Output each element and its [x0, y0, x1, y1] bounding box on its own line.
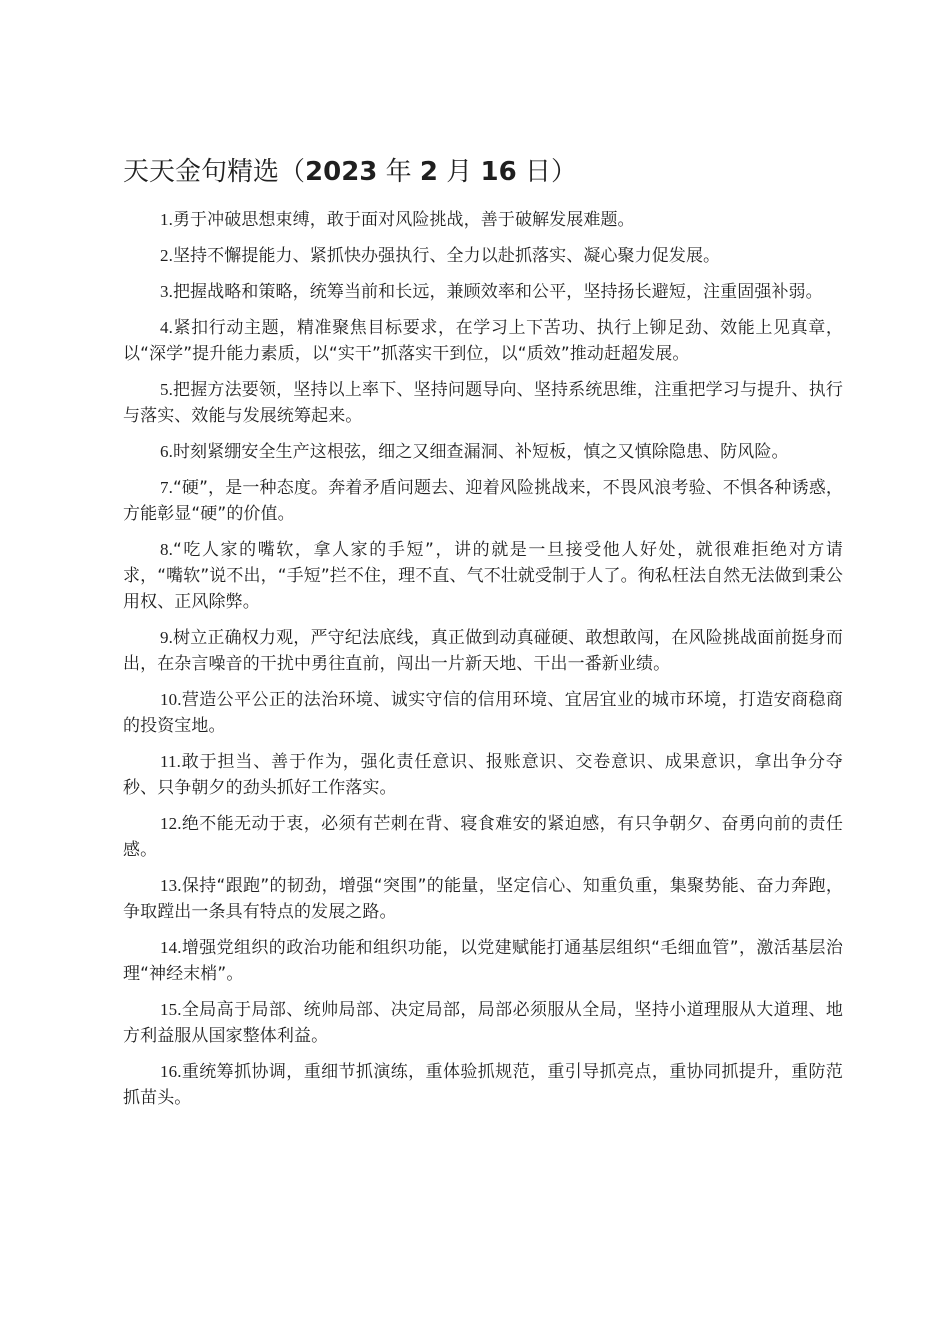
quote-list	[123, 207, 843, 1121]
quote-number: 16.	[160, 1062, 182, 1081]
quote-text: 保持“跟跑”的韧劲，增强“突围”的能量，坚定信心、知重负重，集聚势能、奋力奔跑，争取蹚出一条具有特点的发展之路。	[123, 876, 843, 922]
quote-text: “吃人家的嘴软，拿人家的手短”，讲的就是一旦接受他人好处，就很难拒绝对方请求，“嘴软”说不出，“手短”拦不住，理不直、气不壮就受制于人了。徇私枉法自然无法做到秉公用权、正风除弊。	[123, 540, 843, 612]
quote-paragraph	[123, 243, 843, 269]
quote-text: “硬”，是一种态度。奔着矛盾问题去、迎着风险挑战来，不畏风浪考验、不惧各种诱惑，方能彰显“硬”的价值。	[123, 478, 843, 524]
quote-paragraph	[123, 315, 843, 367]
quote-text: 把握方法要领，坚持以上率下、坚持问题导向、坚持系统思维，注重把学习与提升、执行与落实、效能与发展统筹起来。	[123, 380, 843, 426]
title-text: 天天金句精选（	[123, 157, 306, 187]
quote-text: 把握战略和策略，统筹当前和长远，兼顾效率和公平，坚持扬长避短，注重固强补弱。	[172, 282, 823, 302]
quote-number: 2.	[160, 246, 173, 265]
quote-text: 树立正确权力观，严守纪法底线，真正做到动真碰硬、敢想敢闯，在风险挑战面前挺身而出，在杂言噪音的干扰中勇往直前，闯出一片新天地、干出一番新业绩。	[123, 628, 843, 674]
quote-paragraph	[123, 997, 843, 1049]
quote-number: 11.	[160, 752, 181, 771]
title-month-suffix: 月	[438, 157, 481, 187]
quote-number: 10.	[160, 690, 182, 709]
quote-number: 1.	[160, 210, 173, 229]
quote-number: 4.	[160, 318, 173, 337]
quote-number: 3.	[160, 282, 173, 301]
quote-paragraph	[123, 811, 843, 863]
quote-paragraph	[123, 749, 843, 801]
quote-number: 15.	[160, 1000, 182, 1019]
quote-number: 9.	[160, 628, 173, 647]
quote-paragraph	[123, 625, 843, 677]
quote-text: 绝不能无动于衷，必须有芒刺在背、寝食难安的紧迫感，有只争朝夕、奋勇向前的责任感。	[123, 814, 843, 860]
title-year: 2023	[305, 157, 378, 187]
title-day: 16	[480, 157, 517, 187]
quote-paragraph	[123, 279, 843, 305]
quote-number: 13.	[160, 876, 182, 895]
quote-paragraph	[123, 687, 843, 739]
quote-text: 增强党组织的政治功能和组织功能，以党建赋能打通基层组织“毛细血管”，激活基层治理“神经末梢”。	[123, 938, 843, 984]
quote-text: 时刻紧绷安全生产这根弦，细之又细查漏洞、补短板，慎之又慎除隐患、防风险。	[172, 442, 789, 462]
title-day-suffix: 日）	[516, 157, 577, 187]
quote-number: 12.	[160, 814, 182, 833]
quote-text: 营造公平公正的法治环境、诚实守信的信用环境、宜居宜业的城市环境，打造安商稳商的投资宝地。	[123, 690, 843, 736]
page-title	[123, 152, 843, 192]
quote-text: 紧扣行动主题，精准聚焦目标要求，在学习上下苦功、执行上铆足劲、效能上见真章，以“深学”提升能力素质，以“实干”抓落实干到位，以“质效”推动赶超发展。	[123, 318, 843, 364]
quote-number: 7.	[160, 478, 173, 497]
quote-paragraph	[123, 377, 843, 429]
quote-text: 勇于冲破思想束缚，敢于面对风险挑战，善于破解发展难题。	[172, 210, 635, 230]
quote-paragraph	[123, 475, 843, 527]
quote-number: 5.	[160, 380, 173, 399]
quote-paragraph	[123, 935, 843, 987]
quote-number: 8.	[160, 540, 173, 559]
title-month: 2	[419, 157, 439, 187]
title-year-suffix: 年	[377, 157, 420, 187]
quote-text: 重统筹抓协调，重细节抓演练，重体验抓规范，重引导抓亮点，重协同抓提升，重防范抓苗头。	[123, 1062, 843, 1108]
quote-paragraph	[123, 873, 843, 925]
quote-paragraph	[123, 439, 843, 465]
quote-number: 14.	[160, 938, 182, 957]
quote-text: 敢于担当、善于作为，强化责任意识、报账意识、交卷意识、成果意识，拿出争分夺秒、只争朝夕的劲头抓好工作落实。	[123, 752, 843, 798]
quote-text: 全局高于局部、统帅局部、决定局部，局部必须服从全局，坚持小道理服从大道理、地方利益服从国家整体利益。	[123, 1000, 843, 1046]
quote-paragraph	[123, 1059, 843, 1111]
quote-paragraph	[123, 537, 843, 615]
quote-paragraph	[123, 207, 843, 233]
quote-number: 6.	[160, 442, 173, 461]
quote-text: 坚持不懈提能力、紧抓快办强执行、全力以赴抓落实、凝心聚力促发展。	[172, 246, 721, 266]
